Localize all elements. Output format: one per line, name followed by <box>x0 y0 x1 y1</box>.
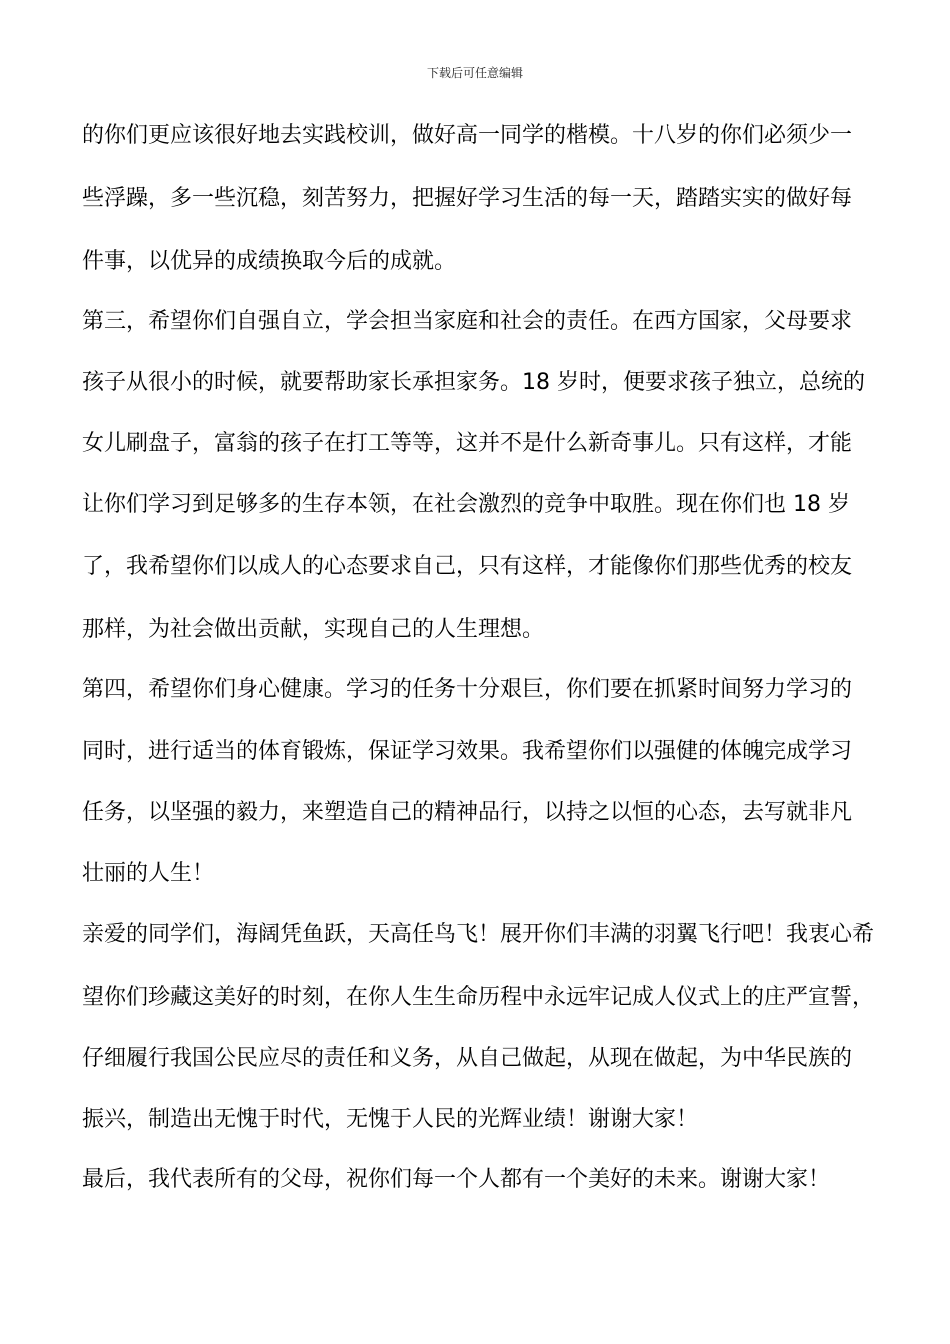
body-line: 了，我希望你们以成人的心态要求自己，只有这样，才能像你们那些优秀的校友 <box>82 554 853 579</box>
body-line: 振兴，制造出无愧于时代，无愧于人民的光辉业绩！谢谢大家！ <box>82 1107 699 1132</box>
body-line: 同时，进行适当的体育锻炼，保证学习效果。我希望你们以强健的体魄完成学习 <box>82 739 853 764</box>
body-line: 第三，希望你们自强自立，学会担当家庭和社会的责任。在西方国家，父母要求 <box>82 309 853 334</box>
body-line: 让你们学习到足够多的生存本领，在社会激烈的竞争中取胜。现在你们也 18 岁 <box>82 492 850 517</box>
body-line: 壮丽的人生！ <box>82 861 215 886</box>
body-line: 些浮躁，多一些沉稳，刻苦努力，把握好学习生活的每一天，踏踏实实的做好每 <box>82 186 853 211</box>
body-line: 件事，以优异的成绩换取今后的成就。 <box>82 249 457 274</box>
body-line: 望你们珍藏这美好的时刻，在你人生生命历程中永远牢记成人仪式上的庄严宣誓， <box>82 985 875 1010</box>
body-line: 最后，我代表所有的父母，祝你们每一个人都有一个美好的未来。谢谢大家！ <box>82 1167 831 1192</box>
body-line: 孩子从很小的时候，就要帮助家长承担家务。18 岁时，便要求孩子独立，总统的 <box>82 370 865 395</box>
page-header: 下载后可任意编辑 <box>426 66 523 80</box>
body-line: 第四，希望你们身心健康。学习的任务十分艰巨，你们要在抓紧时间努力学习的 <box>82 677 853 702</box>
body-line: 任务，以坚强的毅力，来塑造自己的精神品行，以持之以恒的心态，去写就非凡 <box>82 800 853 825</box>
body-line: 的你们更应该很好地去实践校训，做好高一同学的楷模。十八岁的你们必须少一 <box>82 123 853 148</box>
body-line: 那样，为社会做出贡献，实现自己的人生理想。 <box>82 617 545 642</box>
body-line: 亲爱的同学们，海阔凭鱼跃，天高任鸟飞！展开你们丰满的羽翼飞行吧！我衷心希 <box>82 922 875 947</box>
body-line: 女儿刷盘子，富翁的孩子在打工等等，这并不是什么新奇事儿。只有这样，才能 <box>82 431 853 456</box>
body-line: 仔细履行我国公民应尽的责任和义务，从自己做起，从现在做起，为中华民族的 <box>82 1046 853 1071</box>
